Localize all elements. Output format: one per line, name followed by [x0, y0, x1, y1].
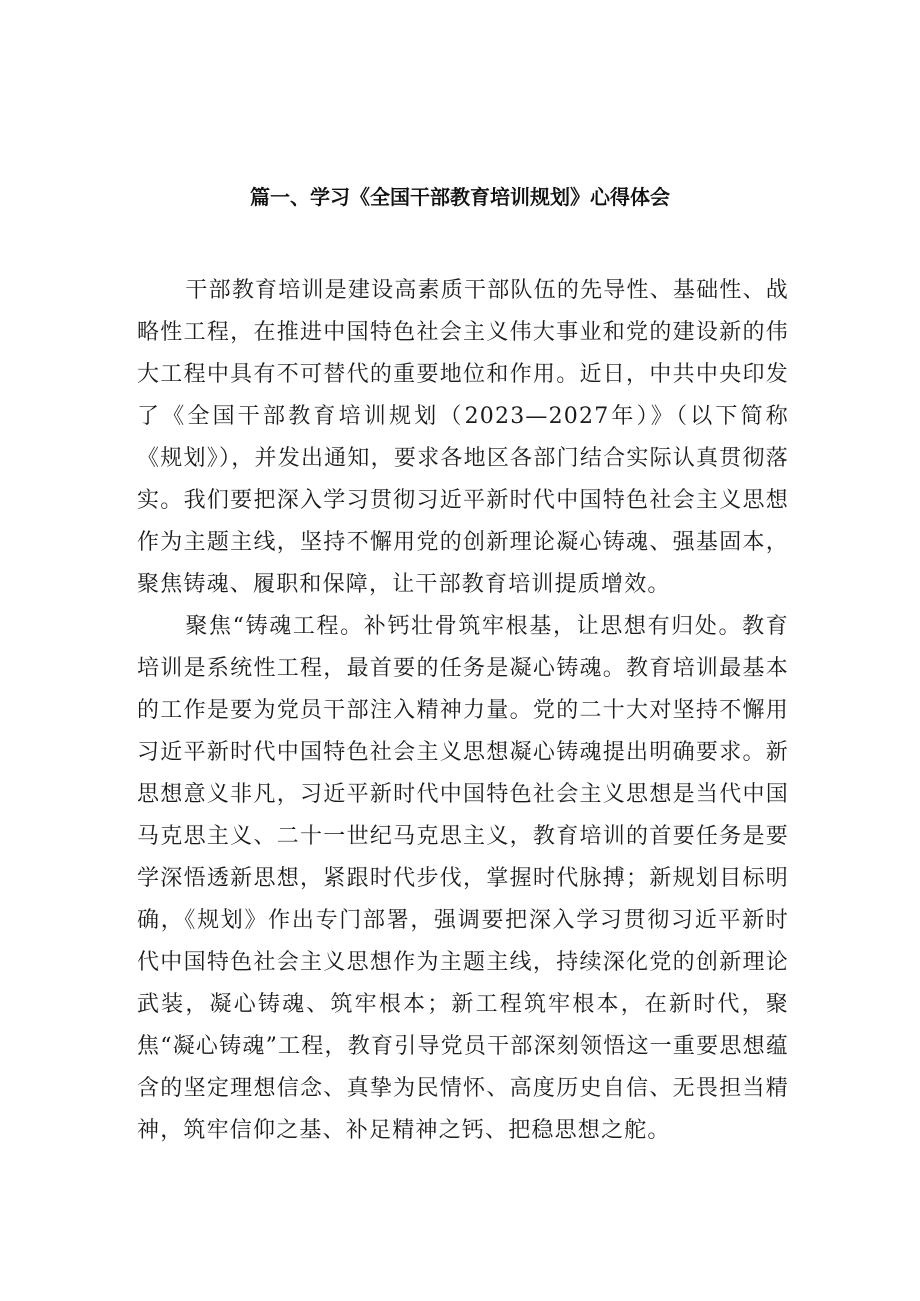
document-body [137, 270, 789, 1152]
document-title: 篇一、学习《全国干部教育培训规划》心得体会 [250, 185, 670, 209]
paragraph-1: 干部教育培训是建设高素质干部队伍的先导性、基础性、战略性工程，在推进中国特色社会主义伟大事业和党的建设新的伟大工程中具有不可替代的重要地位和作用。近日，中共中央印发了《全国干部教育培训规划（2023—2027年）》（以下简称《规划》），并发出通知，要求各地区各部门结合实际认真贯彻落实。我们要把深入学习贯彻习近平新时代中国特色社会主义思想作为主题主线，坚持不懈用党的创新理论凝心铸魂、强基固本，聚焦铸魂、履职和保障，让干部教育培训提质增效。 [137, 278, 789, 597]
paragraph-2: 聚焦“铸魂工程。补钙壮骨筑牢根基，让思想有归处。教育培训是系统性工程，最首要的任务是凝心铸魂。教育培训最基本的工作是要为党员干部注入精神力量。党的二十大对坚持不懈用习近平新时代中国特色社会主义思想凝心铸魂提出明确要求。新思想意义非凡，习近平新时代中国特色社会主义思想是当代中国马克思主义、二十一世纪马克思主义，教育培训的首要任务是要学深悟透新思想，紧跟时代步伐，掌握时代脉搏；新规划目标明确，《规划》作出专门部署，强调要把深入学习贯彻习近平新时代中国特色社会主义思想作为主题主线，持续深化党的创新理论武装，凝心铸魂、筑牢根本；新工程筑牢根本，在新时代，聚焦“凝心铸魂”工程，教育引导党员干部深刻领悟这一重要思想蕴含的坚定理想信念、真挚为民情怀、高度历史自信、无畏担当精神，筑牢信仰之基、补足精神之钙、把稳思想之舵。 [137, 614, 789, 1143]
